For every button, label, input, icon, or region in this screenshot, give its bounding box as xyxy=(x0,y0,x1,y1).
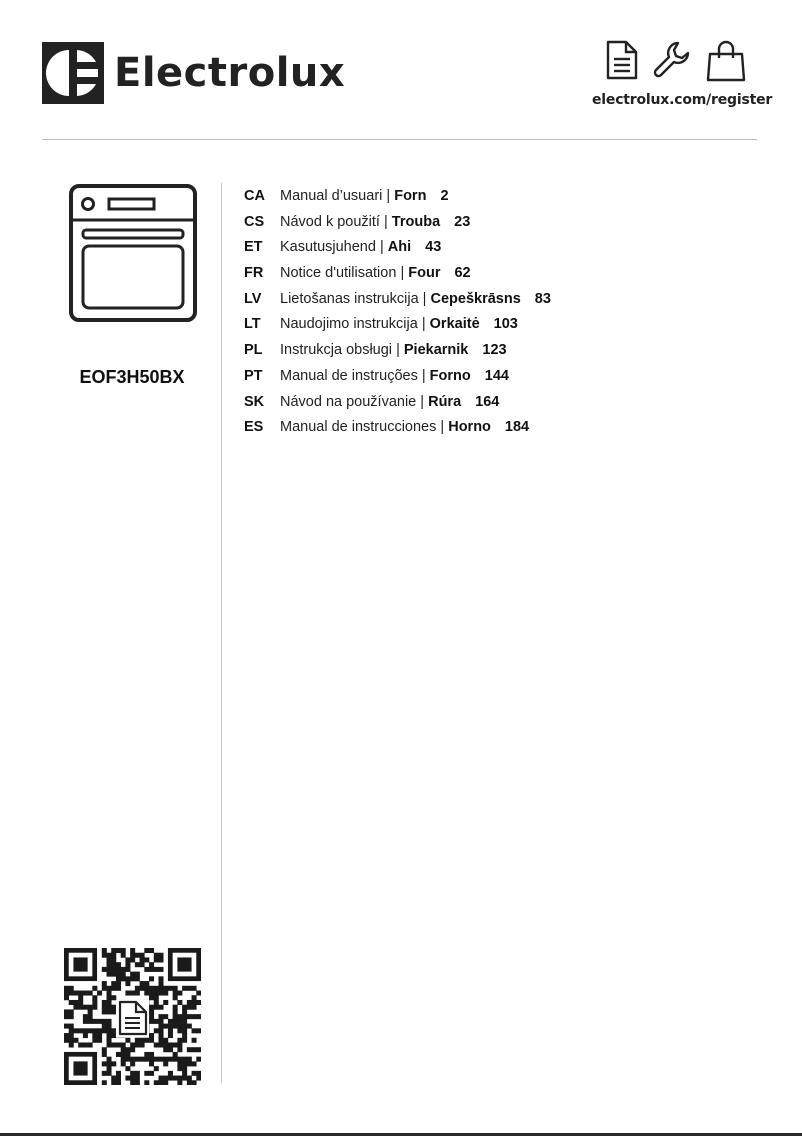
language-code: FR xyxy=(244,265,264,282)
language-list xyxy=(244,186,551,443)
product-name: Cepeškrāsns xyxy=(430,290,521,307)
separator: | xyxy=(421,316,426,333)
separator: | xyxy=(421,367,426,384)
product-name: Four xyxy=(408,265,441,282)
brand-logo xyxy=(42,42,345,104)
language-code: ES xyxy=(244,419,264,436)
page-number: 184 xyxy=(504,419,530,436)
product-name: Forno xyxy=(429,367,471,384)
separator: | xyxy=(386,188,391,204)
language-code: PL xyxy=(244,342,263,359)
wrench-icon[interactable] xyxy=(652,40,692,80)
manual-title: Manual d’usuari xyxy=(280,188,383,204)
page-number: 62 xyxy=(454,265,471,282)
separator: | xyxy=(400,265,405,282)
oven-icon xyxy=(69,184,197,324)
page-number: 2 xyxy=(440,188,449,204)
manual-title: Notice d'utilisation xyxy=(280,265,397,282)
list-item[interactable] xyxy=(244,186,551,212)
page-number: 43 xyxy=(425,239,442,256)
list-item[interactable] xyxy=(244,212,551,238)
brand-name: Electrolux xyxy=(114,50,346,96)
list-item[interactable] xyxy=(244,289,551,315)
language-code: LT xyxy=(244,316,261,333)
page-number: 83 xyxy=(534,290,551,307)
language-code: CS xyxy=(244,213,265,230)
product-name: Piekarnik xyxy=(403,342,469,359)
column-divider xyxy=(221,183,222,1083)
document-icon[interactable] xyxy=(606,40,638,80)
separator: | xyxy=(440,419,445,436)
language-code: LV xyxy=(244,290,262,307)
header-icons xyxy=(606,40,746,82)
separator: | xyxy=(420,393,425,410)
product-name: Orkaitė xyxy=(429,316,480,333)
product-name: Horno xyxy=(448,419,491,436)
document-icon xyxy=(118,1000,148,1036)
page-number: 123 xyxy=(482,342,507,359)
manual-title: Manual de instruções xyxy=(280,367,418,384)
separator: | xyxy=(379,239,384,256)
manual-title: Kasutusjuhend xyxy=(280,239,376,256)
page-number: 103 xyxy=(493,316,518,333)
page-number: 144 xyxy=(484,367,509,384)
model-number: EOF3H50BX xyxy=(79,367,185,387)
language-code: ET xyxy=(244,239,263,256)
product-name: Trouba xyxy=(391,213,441,230)
manual-title: Návod na používanie xyxy=(280,393,417,410)
product-name: Ahi xyxy=(387,239,412,256)
manual-title: Lietošanas instrukcija xyxy=(280,290,419,307)
list-item[interactable] xyxy=(244,263,551,289)
product-name: Forn xyxy=(394,188,427,204)
list-item[interactable] xyxy=(244,237,551,263)
list-item[interactable] xyxy=(244,392,551,418)
language-code: SK xyxy=(244,393,265,410)
separator: | xyxy=(422,290,427,307)
page-number: 164 xyxy=(475,393,500,410)
list-item[interactable] xyxy=(244,314,551,340)
manual-title: Instrukcja obsługi xyxy=(280,342,393,359)
manual-title: Návod k použití xyxy=(280,213,380,230)
list-item[interactable] xyxy=(244,340,551,366)
electrolux-logo-icon xyxy=(42,42,104,104)
separator: | xyxy=(396,342,400,359)
language-code: PT xyxy=(244,367,263,384)
header-divider xyxy=(42,139,757,140)
language-code: CA xyxy=(244,188,265,204)
list-item[interactable] xyxy=(244,417,551,443)
list-item[interactable] xyxy=(244,366,551,392)
page-number: 23 xyxy=(454,213,471,230)
separator: | xyxy=(383,213,388,230)
register-link[interactable]: electrolux.com/register xyxy=(592,92,773,108)
shopping-bag-icon[interactable] xyxy=(706,40,746,82)
manual-title: Naudojimo instrukcija xyxy=(280,316,418,333)
product-name: Rúra xyxy=(428,393,462,410)
manual-title: Manual de instrucciones xyxy=(280,419,437,436)
